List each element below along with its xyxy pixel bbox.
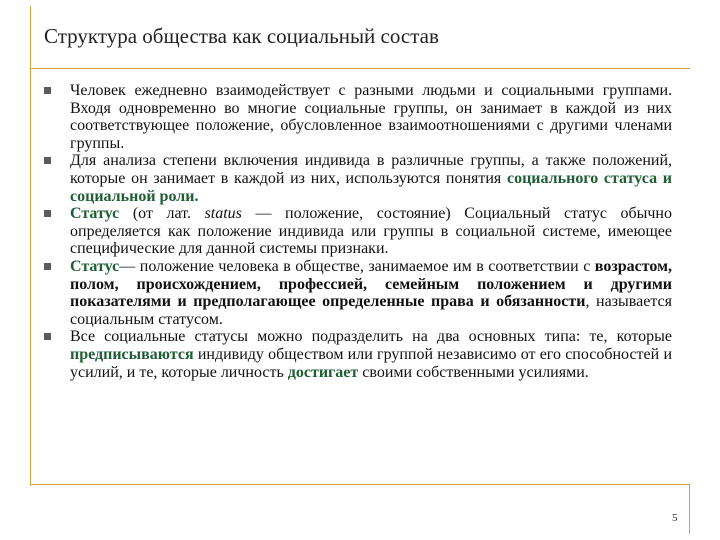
bullet-4-term: Статус xyxy=(70,257,120,275)
bullet-4-bold: возрастом, полом, происхождением, профессией, семейным положением и другими показателями и предполагающее определенные права и обязанности xyxy=(70,257,672,311)
bullet-5-text-c: своими собственными усилиями. xyxy=(358,363,589,381)
bottom-rule xyxy=(30,484,690,485)
square-bullet-icon xyxy=(44,333,51,340)
right-corner-rule xyxy=(689,484,690,534)
bullet-1-text: Человек ежедневно взаимодействует с разными людьми и социальными группами. Входя одновременно во многие социальные группы, он занимает в каждой из них соответствующее положение, обусловленное взаимоотношениями с другими членами группы. xyxy=(70,82,672,152)
bullet-2-text: Для анализа степени включения индивида в различные группы, а также положений, которые он занимает в каждой из них, используются понятия xyxy=(70,152,672,187)
bullet-4-text-b: , называется социальным статусом. xyxy=(70,293,672,328)
bullet-5-text-a: Все социальные статусы можно подразделить на два основных типа: те, которые xyxy=(70,328,672,346)
bullet-2-highlight: социального статуса и социальной роли xyxy=(70,169,672,205)
page-number: 5 xyxy=(672,512,678,524)
bullet-3-text-b: — положение, состояние) Социальный статус обычно определяется как положение индивида или группы в социальной системе, имеющее специфические для данной системы признаки. xyxy=(70,205,672,258)
slide-title: Структура общества как социальный состав xyxy=(44,24,439,48)
bullet-item-2 xyxy=(40,152,672,205)
bullet-5-highlight-b: достигает xyxy=(287,363,359,381)
bullet-5-highlight-a: предписываются xyxy=(70,345,194,363)
square-bullet-icon xyxy=(44,157,51,164)
bullet-item-3 xyxy=(40,205,672,258)
bullet-item-4 xyxy=(40,258,672,328)
bullet-item-1 xyxy=(40,82,672,152)
title-underline-rule xyxy=(30,68,690,69)
bullet-2-period: . xyxy=(194,187,199,205)
left-vertical-rule xyxy=(30,6,31,486)
bullet-list xyxy=(40,82,672,381)
bullet-5-text-b: индивиду обществом или группой независимо от его способностей и усилий, и те, которые личность xyxy=(70,345,672,381)
bullet-item-5 xyxy=(40,328,672,381)
bullet-3-term: Статус xyxy=(70,205,120,223)
square-bullet-icon xyxy=(44,87,51,94)
square-bullet-icon xyxy=(44,263,51,270)
bullet-3-latin-term: status xyxy=(204,205,242,223)
bullet-4-text-a: — положение человека в обществе, занимаемое им в соответствии с xyxy=(119,257,595,275)
bullet-3-text-a: (от лат. xyxy=(119,205,205,223)
square-bullet-icon xyxy=(44,210,51,217)
